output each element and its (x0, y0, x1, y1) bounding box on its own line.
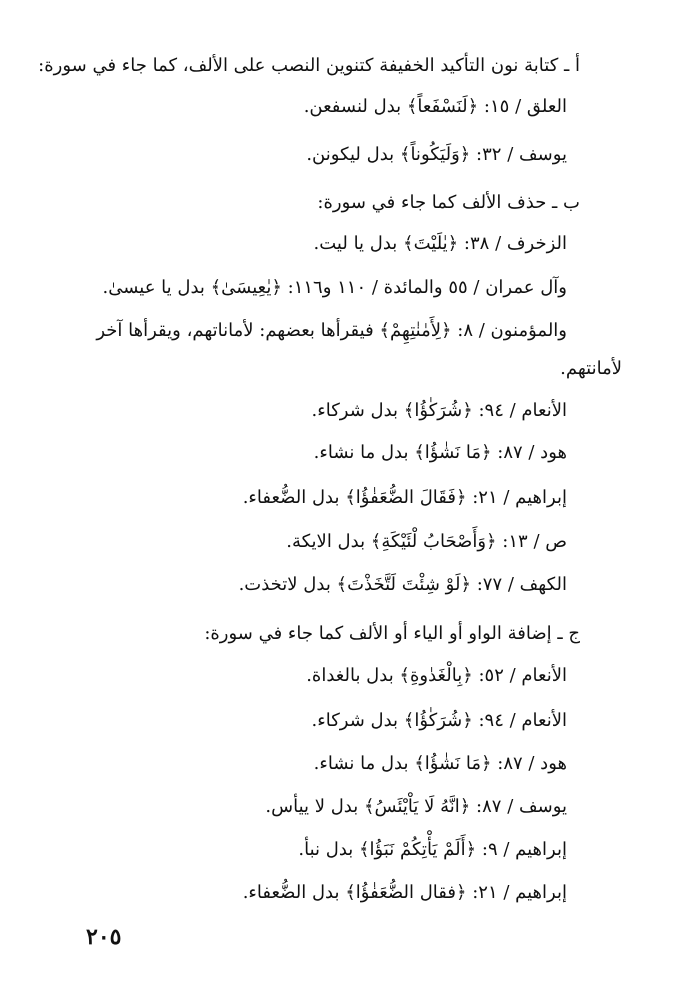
section-b-item: الزخرف / ٣٨: ﴿يٰلَيْتَ﴾ بدل يا ليت. (313, 233, 567, 254)
section-c-item: إبراهيم / ٩: ﴿أَلَمْ يَأْتِكُمْ نَبَؤُا﴾ بدل نبأ. (298, 839, 567, 860)
section-b-item: والمؤمنون / ٨: ﴿لِأَمٰنٰتِهِمْ﴾ فيقرأها بعضهم: لأماناتهم، ويقرأها آخر (96, 320, 567, 341)
section-b-item: الكهف / ٧٧: ﴿لَوْ شِئْتَ لَتَّخَذْتَ﴾ بدل لاتخذت. (238, 574, 567, 595)
section-b-item: وآل عمران / ٥٥ والمائدة / ١١٠ و١١٦: ﴿يٰعِيسَىٰ﴾ بدل يا عيسىٰ. (102, 277, 567, 298)
section-c-item: الأنعام / ٥٢: ﴿بِالْغَدٰوةِ﴾ بدل بالغداة. (306, 665, 567, 686)
section-b-item-continuation: لأمانتهم. (560, 358, 622, 379)
section-a-heading: أ ـ كتابة نون التأكيد الخفيفة كتنوين النصب على الألف، كما جاء في سورة: (38, 55, 580, 76)
section-c-item: إبراهيم / ٢١: ﴿فقال الضُّعَفٰؤُا﴾ بدل الضُّعفاء. (242, 882, 567, 903)
section-a-item: العلق / ١٥: ﴿لَنَسْفَعاً﴾ بدل لنسفعن. (303, 96, 567, 117)
section-b-item: الأنعام / ٩٤: ﴿شُرَكٰؤُا﴾ بدل شركاء. (311, 400, 567, 421)
section-b-item: ص / ١٣: ﴿وَأَصْحَابُ لْئَيْكَةِ﴾ بدل الايكة. (286, 531, 567, 552)
section-c-heading: ج ـ إضافة الواو أو الياء أو الألف كما جاء في سورة: (204, 623, 580, 644)
section-c-item: هود / ٨٧: ﴿مَا نَشٰؤُا﴾ بدل ما نشاء. (313, 753, 567, 774)
section-b-heading: ب ـ حذف الألف كما جاء في سورة: (317, 192, 580, 213)
section-c-item: يوسف / ٨٧: ﴿انَّهُ لَا يَاْيْئَسُ﴾ بدل لا ييأس. (265, 796, 567, 817)
section-c-item: الأنعام / ٩٤: ﴿شُرَكٰؤُا﴾ بدل شركاء. (311, 710, 567, 731)
section-b-item: هود / ٨٧: ﴿مَا نَشٰؤُا﴾ بدل ما نشاء. (313, 442, 567, 463)
page-number: ٢٠٥ (86, 924, 122, 950)
section-a-item: يوسف / ٣٢: ﴿وَلَيَكُوناً﴾ بدل ليكونن. (306, 144, 567, 165)
section-b-item: إبراهيم / ٢١: ﴿فَقَالَ الضُّعَفٰؤُا﴾ بدل الضُّعفاء. (242, 487, 567, 508)
